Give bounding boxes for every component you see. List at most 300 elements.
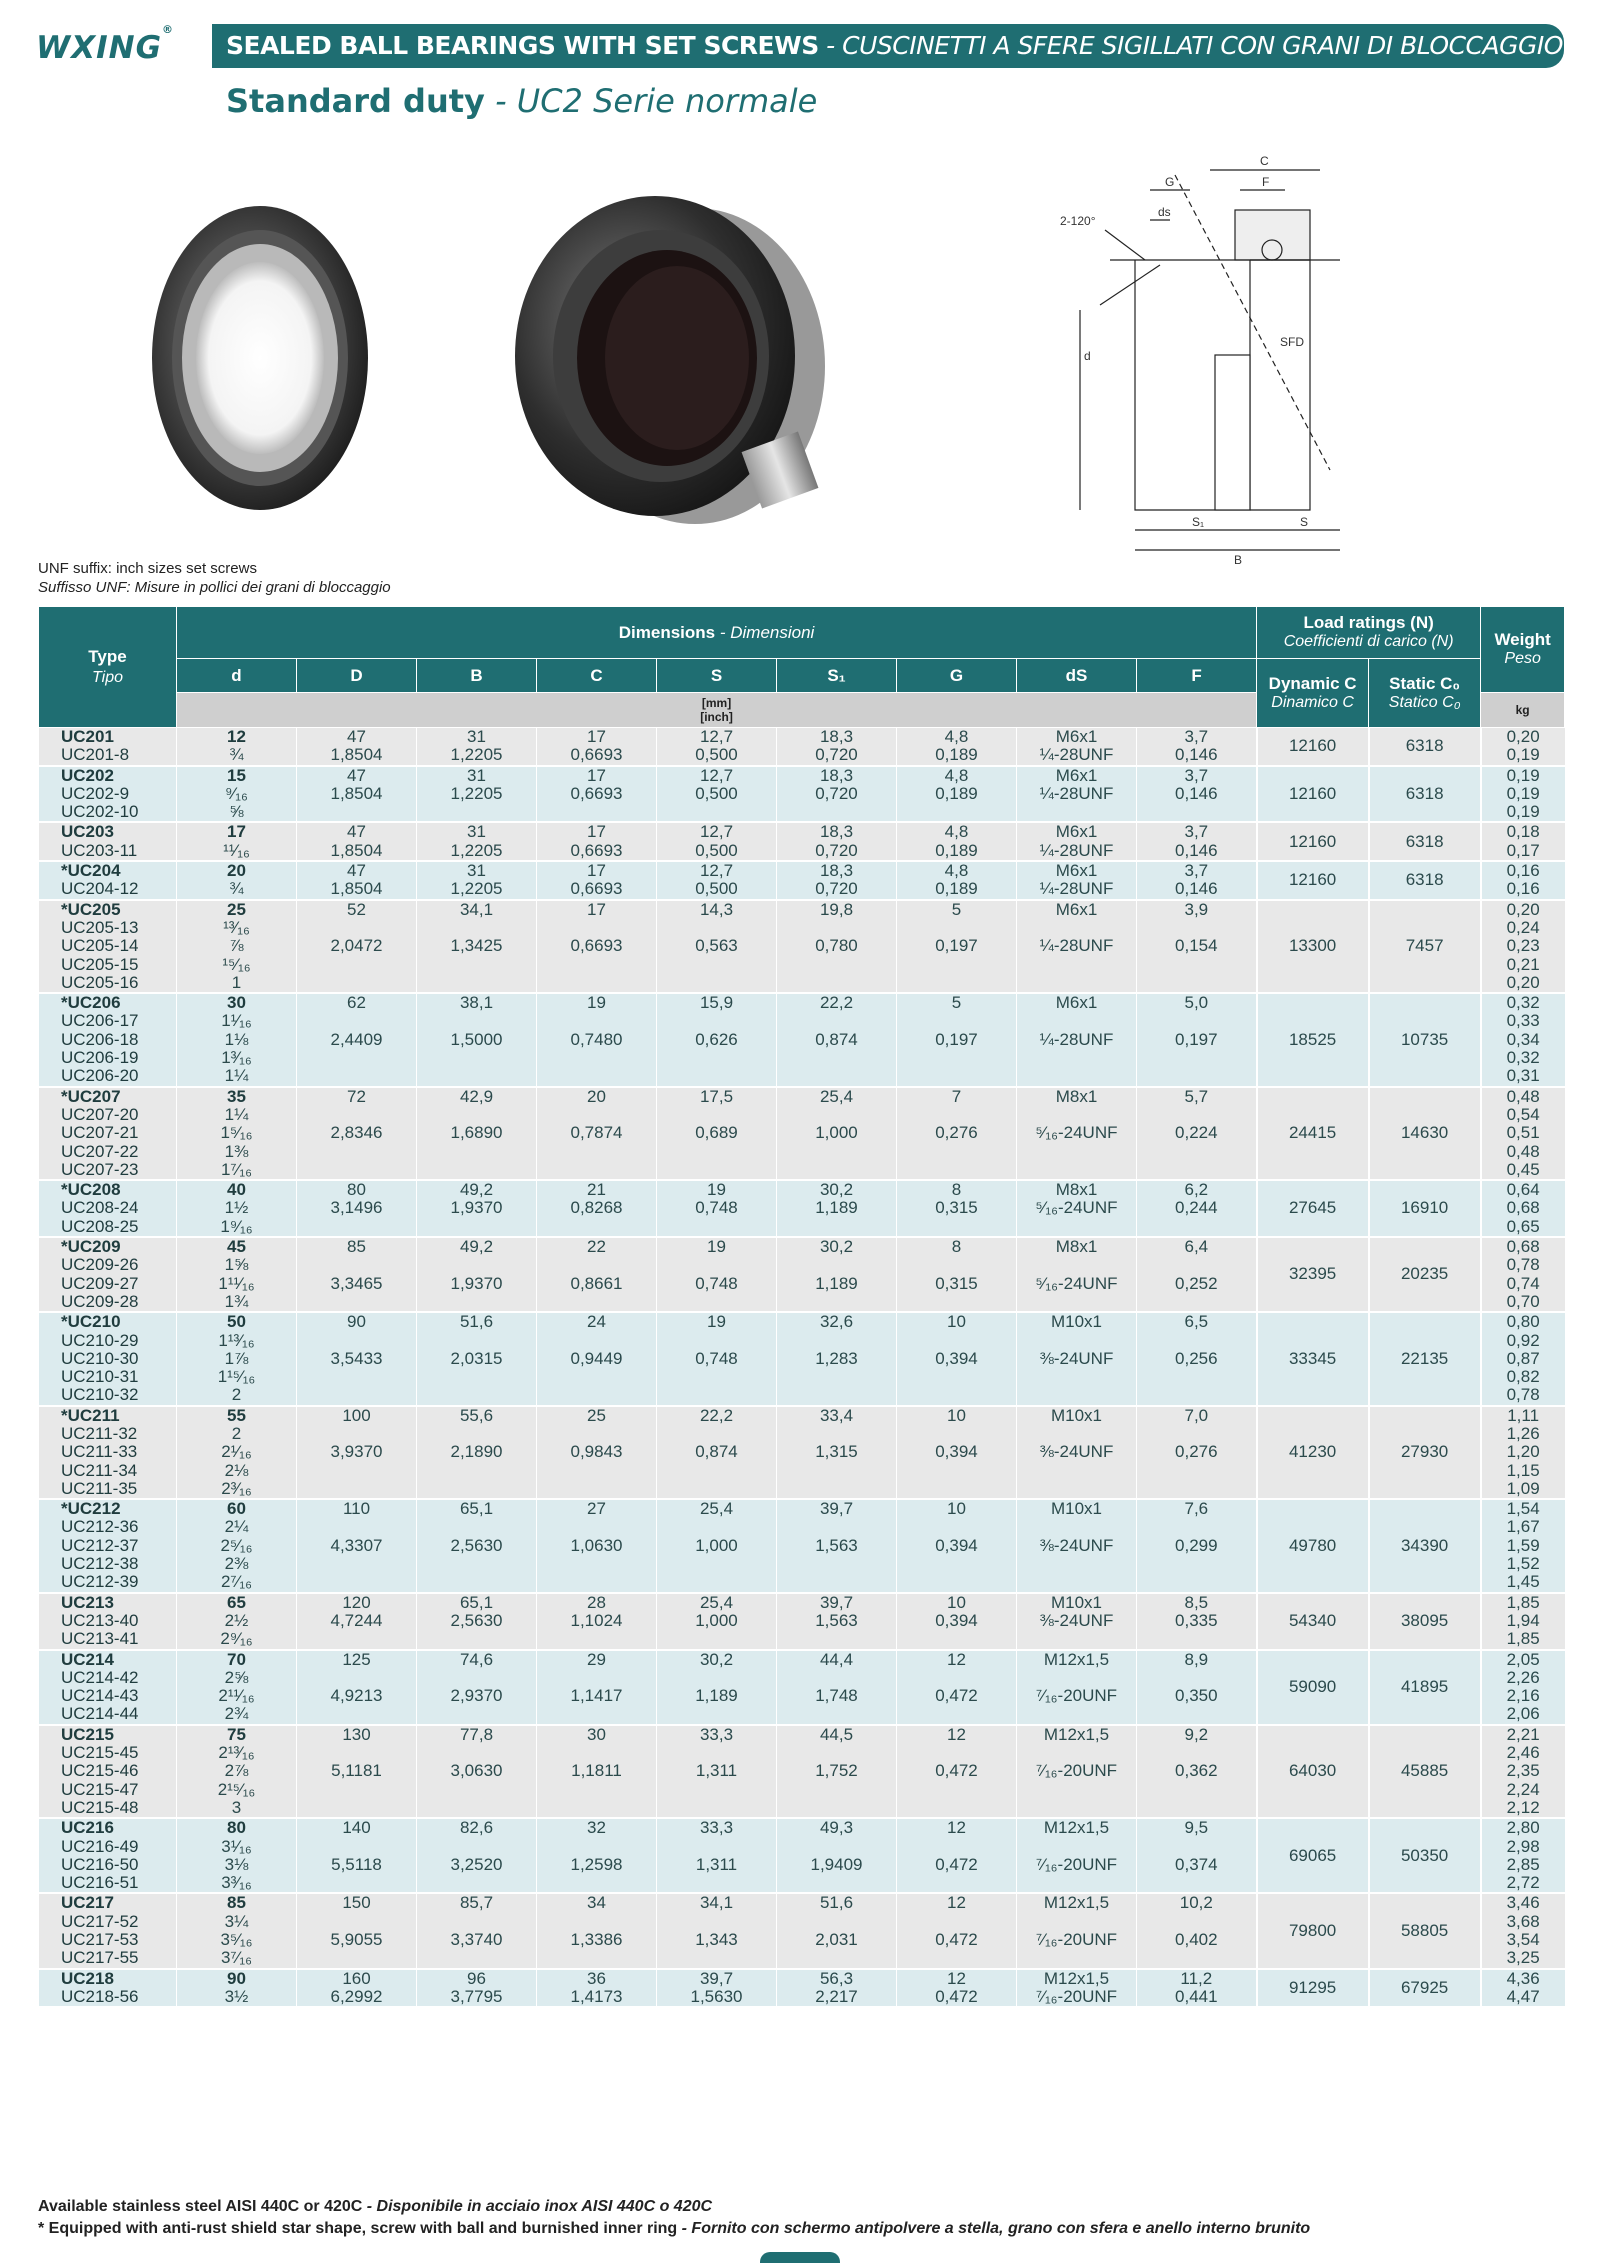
cell-static-load: 38095 (1369, 1593, 1481, 1650)
type-code: UC202-9 (61, 783, 130, 803)
mm-value: 4,8 (944, 765, 969, 785)
type-code: *UC210 (61, 1312, 121, 1332)
inch-value: 0,374 (1175, 1854, 1218, 1874)
type-code: *UC204 (61, 861, 121, 881)
mm-value: 22,2 (819, 993, 854, 1013)
diagram-label-ds: ds (1158, 205, 1171, 219)
weight-value: 0,33 (1506, 1011, 1540, 1031)
inch-value: ¼-28UNF (1039, 879, 1114, 899)
cell-type (39, 1893, 177, 1968)
cell-d (177, 861, 297, 900)
table-row-group (39, 822, 1565, 861)
weight-value: 4,47 (1506, 1986, 1540, 2006)
cell-S1 (777, 900, 897, 993)
cell-ds (1017, 822, 1137, 861)
cell-S (657, 1650, 777, 1725)
inch-value: ⁷⁄₁₆-20UNF (1035, 1930, 1118, 1949)
cell-S1 (777, 993, 897, 1086)
inch-value: 0,189 (935, 840, 978, 860)
bearing-dimension-diagram (1040, 150, 1370, 570)
inch-value: ⅜-24UNF (1039, 1348, 1114, 1368)
mm-value: 15,9 (699, 993, 734, 1013)
cell-S (657, 1406, 777, 1499)
weight-value: 0,19 (1506, 802, 1540, 822)
bore-value: 1½ (224, 1198, 249, 1218)
weight-value: 1,52 (1506, 1554, 1540, 1574)
weight-value: 0,16 (1506, 861, 1540, 881)
bore-value: ¹¹⁄₁₆ (223, 840, 250, 860)
bore-value: 2⅜ (224, 1554, 249, 1574)
bore-value: 3¼ (224, 1911, 249, 1931)
inch-value: 2,1890 (450, 1442, 503, 1462)
cell-d (177, 900, 297, 993)
table-row-group (39, 861, 1565, 900)
cell-B (417, 822, 537, 861)
type-code: UC210-29 (61, 1330, 139, 1350)
weight-value: 2,05 (1506, 1649, 1540, 1669)
cell-type (39, 1969, 177, 2008)
mm-value: M6x1 (1055, 727, 1098, 746)
mm-value: 9,5 (1184, 1818, 1209, 1838)
cell-d (177, 1499, 297, 1592)
mm-value: 12,7 (699, 727, 734, 746)
cell-weight (1481, 1180, 1565, 1237)
bore-value: 1¹¹⁄₁₆ (218, 1273, 255, 1293)
mm-value: 150 (342, 1893, 371, 1913)
type-code: *UC212 (61, 1499, 121, 1519)
mm-value: 80 (347, 1180, 366, 1200)
header (36, 24, 1564, 70)
weight-value: 0,70 (1506, 1291, 1540, 1311)
cell-ds (1017, 1725, 1137, 1818)
cell-G (897, 1650, 1017, 1725)
table-row-group (39, 1593, 1565, 1650)
cell-weight (1481, 1237, 1565, 1312)
type-code: *UC209 (61, 1237, 121, 1257)
bore-value: 80 (227, 1818, 246, 1838)
weight-value: 0,92 (1506, 1330, 1540, 1350)
type-code: UC212-37 (61, 1535, 139, 1555)
inch-value: 0,6693 (570, 879, 623, 899)
weight-value: 2,35 (1506, 1761, 1540, 1781)
cell-S1 (777, 1893, 897, 1968)
inch-value: ⁵⁄₁₆-24UNF (1035, 1198, 1118, 1218)
cell-ds (1017, 1893, 1137, 1968)
cell-type (39, 1087, 177, 1180)
weight-value: 0,87 (1506, 1348, 1540, 1368)
weight-value: 0,23 (1506, 936, 1540, 956)
type-code: UC205-15 (61, 954, 139, 974)
cell-type (39, 1725, 177, 1818)
cell-G (897, 993, 1017, 1086)
inch-value: 1,9370 (450, 1273, 503, 1293)
cell-C (537, 822, 657, 861)
cell-D (297, 1650, 417, 1725)
cell-S (657, 900, 777, 993)
title-en: SEALED BALL BEARINGS WITH SET SCREWS (226, 31, 819, 60)
cell-F (1137, 1818, 1257, 1893)
type-code: UC206-18 (61, 1029, 139, 1049)
mm-value: 47 (347, 727, 366, 746)
header-col-B: B (417, 659, 537, 693)
mm-value: 120 (342, 1592, 371, 1612)
weight-value: 0,19 (1506, 783, 1540, 803)
cell-S (657, 993, 777, 1086)
inch-value: 0,197 (1175, 1029, 1218, 1049)
weight-value: 0,48 (1506, 1086, 1540, 1106)
weight-value: 2,24 (1506, 1779, 1540, 1799)
mm-value: 18,3 (819, 861, 854, 881)
mm-value: 12,7 (699, 765, 734, 785)
cell-static-load: 27930 (1369, 1406, 1481, 1499)
mm-value: 12 (947, 1893, 966, 1913)
inch-value: ⅜-24UNF (1039, 1442, 1114, 1462)
type-code: UC214-42 (61, 1667, 139, 1687)
inch-value: ¼-28UNF (1039, 840, 1114, 860)
inch-value: ⁷⁄₁₆-20UNF (1035, 1986, 1118, 2006)
cell-C (537, 861, 657, 900)
inch-value: 0,350 (1175, 1686, 1218, 1706)
cell-G (897, 1593, 1017, 1650)
weight-value: 0,31 (1506, 1066, 1540, 1086)
cell-dynamic-load: 13300 (1257, 900, 1369, 993)
mm-value: 47 (347, 822, 366, 842)
mm-value: 8,9 (1184, 1649, 1209, 1669)
inch-value: 2,9370 (450, 1686, 503, 1706)
cell-S1 (777, 861, 897, 900)
bore-value: ¹⁵⁄₁₆ (222, 954, 251, 974)
inch-value: 0,189 (935, 745, 978, 765)
header-static: Static C₀ Statico C₀ (1369, 659, 1481, 728)
mm-value: 30,2 (819, 1180, 854, 1200)
inch-value: 5,5118 (331, 1854, 382, 1874)
weight-value: 2,06 (1506, 1704, 1540, 1724)
cell-static-load: 58805 (1369, 1893, 1481, 1968)
bore-value: 1⁷⁄₁₆ (220, 1159, 253, 1179)
type-code: UC215 (61, 1724, 114, 1744)
cell-dynamic-load: 54340 (1257, 1593, 1369, 1650)
weight-value: 2,21 (1506, 1724, 1540, 1744)
weight-value: 0,82 (1506, 1367, 1540, 1387)
mm-value: 100 (342, 1405, 371, 1425)
inch-value: 1,8504 (330, 745, 383, 765)
cell-weight (1481, 1725, 1565, 1818)
inch-value: 2,031 (815, 1930, 858, 1949)
bore-value: 3 (231, 1797, 242, 1817)
mm-value: M12x1,5 (1043, 1893, 1110, 1913)
inch-value: ⅜-24UNF (1039, 1535, 1114, 1555)
cell-C (537, 1406, 657, 1499)
header-col-F: F (1137, 659, 1257, 693)
mm-value: 25,4 (699, 1499, 734, 1519)
cell-type (39, 1650, 177, 1725)
mm-value: 29 (587, 1649, 606, 1669)
mm-value: 31 (467, 861, 486, 881)
cell-D (297, 1725, 417, 1818)
inch-value: 0,335 (1175, 1610, 1218, 1630)
type-code: UC207-22 (61, 1141, 139, 1161)
cell-S (657, 1725, 777, 1818)
cell-S1 (777, 1725, 897, 1818)
bore-value: 50 (227, 1312, 246, 1332)
weight-value: 0,21 (1506, 954, 1540, 974)
cell-G (897, 766, 1017, 823)
cell-dynamic-load: 69065 (1257, 1818, 1369, 1893)
mm-value: 12 (947, 1968, 966, 1988)
inch-value: 2,217 (815, 1986, 858, 2006)
inch-value: 0,6693 (570, 840, 623, 860)
bore-value: 1⅞ (224, 1348, 249, 1368)
mm-value: 10 (947, 1405, 966, 1425)
mm-value: 33,4 (819, 1405, 854, 1425)
mm-value: M12x1,5 (1043, 1968, 1110, 1988)
bore-value: 2⁵⁄₁₆ (220, 1535, 253, 1555)
bore-value: 1¾ (224, 1291, 249, 1311)
weight-value: 1,67 (1506, 1517, 1540, 1537)
inch-value: 2,5630 (450, 1610, 503, 1630)
inch-value: 0,6693 (570, 936, 623, 956)
cell-F (1137, 993, 1257, 1086)
weight-value: 2,26 (1506, 1667, 1540, 1687)
mm-value: 38,1 (459, 993, 494, 1013)
type-code: UC216 (61, 1818, 114, 1838)
inch-value: 0,500 (695, 745, 738, 765)
mm-value: 10 (947, 1312, 966, 1332)
mm-value: 17 (587, 899, 606, 919)
mm-value: 5,7 (1184, 1086, 1209, 1106)
mm-value: 3,9 (1184, 899, 1209, 919)
cell-weight (1481, 822, 1565, 861)
bearing-spec-table (38, 606, 1565, 2008)
inch-value: 1,000 (695, 1535, 738, 1555)
cell-G (897, 1312, 1017, 1405)
inch-value: 0,394 (935, 1442, 978, 1462)
table-row-group (39, 728, 1565, 766)
weight-value: 2,72 (1506, 1873, 1540, 1893)
mm-value: 19 (587, 993, 606, 1013)
cell-D (297, 1969, 417, 2008)
mm-value: 5,0 (1184, 993, 1209, 1013)
type-code: UC217 (61, 1893, 114, 1913)
cell-type (39, 993, 177, 1086)
cell-dynamic-load: 18525 (1257, 993, 1369, 1086)
type-code: UC213-40 (61, 1610, 139, 1630)
weight-value: 0,74 (1506, 1273, 1540, 1293)
inch-value: 1,283 (815, 1348, 858, 1368)
cell-G (897, 1725, 1017, 1818)
cell-S (657, 1180, 777, 1237)
cell-B (417, 1725, 537, 1818)
mm-value: 160 (342, 1968, 371, 1988)
type-code: UC214 (61, 1649, 114, 1669)
table-row-group (39, 1406, 1565, 1499)
mm-value: 49,2 (459, 1180, 494, 1200)
inch-value: 1,1811 (571, 1761, 622, 1781)
inch-value: 1,8504 (330, 783, 383, 803)
mm-value: 20 (587, 1086, 606, 1106)
inch-value: 1,311 (695, 1761, 738, 1781)
cell-ds (1017, 1969, 1137, 2008)
inch-value: ¼-28UNF (1039, 936, 1114, 956)
cell-F (1137, 1180, 1257, 1237)
inch-value: 0,748 (695, 1198, 738, 1218)
inch-value: 0,8661 (570, 1273, 623, 1293)
mm-value: 140 (342, 1818, 371, 1838)
bore-value: 90 (227, 1968, 246, 1988)
cell-G (897, 1087, 1017, 1180)
mm-value: 10 (947, 1592, 966, 1612)
weight-value: 2,85 (1506, 1854, 1540, 1874)
cell-D (297, 1312, 417, 1405)
cell-C (537, 728, 657, 766)
cell-d (177, 1312, 297, 1405)
cell-G (897, 1893, 1017, 1968)
inch-value: 0,146 (1175, 745, 1218, 765)
table-row-group (39, 1237, 1565, 1312)
inch-value: 0,472 (935, 1686, 978, 1706)
table-row-group (39, 1180, 1565, 1237)
cell-type (39, 861, 177, 900)
table-row-group (39, 766, 1565, 823)
cell-ds (1017, 728, 1137, 766)
cell-ds (1017, 1499, 1137, 1592)
weight-value: 1,26 (1506, 1423, 1540, 1443)
diagram-label-s: S (1300, 515, 1309, 529)
cell-d (177, 1969, 297, 2008)
cell-type (39, 1312, 177, 1405)
inch-value: ⅜-24UNF (1039, 1610, 1114, 1630)
cell-G (897, 822, 1017, 861)
cell-F (1137, 1406, 1257, 1499)
weight-value: 0,54 (1506, 1104, 1540, 1124)
inch-value: 1,563 (815, 1610, 858, 1630)
type-code: UC205-14 (61, 936, 139, 956)
weight-value: 2,16 (1506, 1686, 1540, 1706)
inch-value: 1,6890 (450, 1123, 503, 1143)
cell-D (297, 822, 417, 861)
inch-value: 0,720 (815, 745, 858, 765)
type-code: UC202 (61, 765, 114, 785)
cell-static-load: 45885 (1369, 1725, 1481, 1818)
mm-value: 56,3 (819, 1968, 854, 1988)
inch-value: 0,252 (1175, 1273, 1218, 1293)
inch-value: 0,689 (695, 1123, 738, 1143)
mm-value: 33,3 (699, 1818, 734, 1838)
cell-dynamic-load: 41230 (1257, 1406, 1369, 1499)
inch-value: 3,3740 (450, 1930, 503, 1949)
weight-value: 0,18 (1506, 822, 1540, 842)
table-row-group (39, 1893, 1565, 1968)
inch-value: 2,8346 (330, 1123, 383, 1143)
mm-value: M6x1 (1055, 822, 1098, 842)
header-dynamic: Dynamic C Dinamico C (1257, 659, 1369, 728)
cell-S1 (777, 1969, 897, 2008)
type-code: UC205-16 (61, 972, 139, 992)
inch-value: 0,7874 (570, 1123, 623, 1143)
mm-value: 39,7 (819, 1499, 854, 1519)
cell-S1 (777, 1593, 897, 1650)
type-code: UC206-19 (61, 1048, 139, 1068)
cell-G (897, 1180, 1017, 1237)
cell-dynamic-load: 27645 (1257, 1180, 1369, 1237)
mm-value: 22,2 (699, 1405, 734, 1425)
mm-value: 7,0 (1184, 1405, 1209, 1425)
cell-ds (1017, 1237, 1137, 1312)
inch-value: ⁷⁄₁₆-20UNF (1035, 1854, 1118, 1874)
cell-C (537, 1893, 657, 1968)
mm-value: 9,2 (1184, 1724, 1209, 1744)
mm-value: M6x1 (1055, 861, 1098, 881)
inch-value: 1,2205 (450, 879, 503, 899)
weight-value: 0,24 (1506, 917, 1540, 937)
table-row-group (39, 900, 1565, 993)
mm-value: 6,4 (1184, 1237, 1209, 1257)
cell-C (537, 1593, 657, 1650)
inch-value: 0,441 (1175, 1986, 1218, 2006)
mm-value: 90 (347, 1312, 366, 1332)
cell-d (177, 1650, 297, 1725)
inch-value: 4,7244 (330, 1610, 383, 1630)
inch-value: 4,9213 (330, 1686, 383, 1706)
inch-value: 0,197 (935, 936, 978, 956)
mm-value: 25 (587, 1405, 606, 1425)
cell-static-load: 7457 (1369, 900, 1481, 993)
cell-weight (1481, 1969, 1565, 2008)
cell-G (897, 1237, 1017, 1312)
type-code: UC213 (61, 1592, 114, 1612)
cell-D (297, 1499, 417, 1592)
type-code: UC216-50 (61, 1854, 139, 1874)
weight-value: 1,85 (1506, 1592, 1540, 1612)
weight-value: 0,20 (1506, 727, 1540, 746)
inch-value: 1,000 (695, 1610, 738, 1630)
bore-value: 1¹⁵⁄₁₆ (217, 1367, 256, 1387)
cell-S1 (777, 1087, 897, 1180)
cell-type (39, 1499, 177, 1592)
mm-value: 28 (587, 1592, 606, 1612)
weight-value: 0,51 (1506, 1123, 1540, 1143)
cell-D (297, 1180, 417, 1237)
cell-type (39, 1180, 177, 1237)
cell-weight (1481, 766, 1565, 823)
mm-value: 52 (347, 899, 366, 919)
inch-value: 0,394 (935, 1535, 978, 1555)
bore-value: 20 (227, 861, 246, 881)
mm-value: 65,1 (459, 1592, 494, 1612)
mm-value: 10,2 (1179, 1893, 1213, 1913)
cell-d (177, 1406, 297, 1499)
inch-value: 2,4409 (330, 1029, 383, 1049)
header-unit-kg: kg (1481, 693, 1565, 728)
weight-value: 2,12 (1506, 1797, 1540, 1817)
bore-value: 2 (231, 1385, 242, 1405)
inch-value: 0,7480 (570, 1029, 623, 1049)
inch-value: 1,0630 (570, 1535, 623, 1555)
table-row-group (39, 1650, 1565, 1725)
cell-ds (1017, 1312, 1137, 1405)
type-code: UC208-24 (61, 1198, 139, 1218)
cell-B (417, 1237, 537, 1312)
type-code: UC211-34 (61, 1460, 138, 1480)
mm-value: 77,8 (459, 1724, 494, 1744)
cell-S (657, 822, 777, 861)
mm-value: 110 (342, 1499, 371, 1519)
cell-S1 (777, 1406, 897, 1499)
mm-value: 32,6 (819, 1312, 854, 1332)
diagram-label-angle: 2-120° (1060, 214, 1096, 228)
type-code: UC205-13 (61, 917, 139, 937)
mm-value: 125 (342, 1649, 371, 1669)
